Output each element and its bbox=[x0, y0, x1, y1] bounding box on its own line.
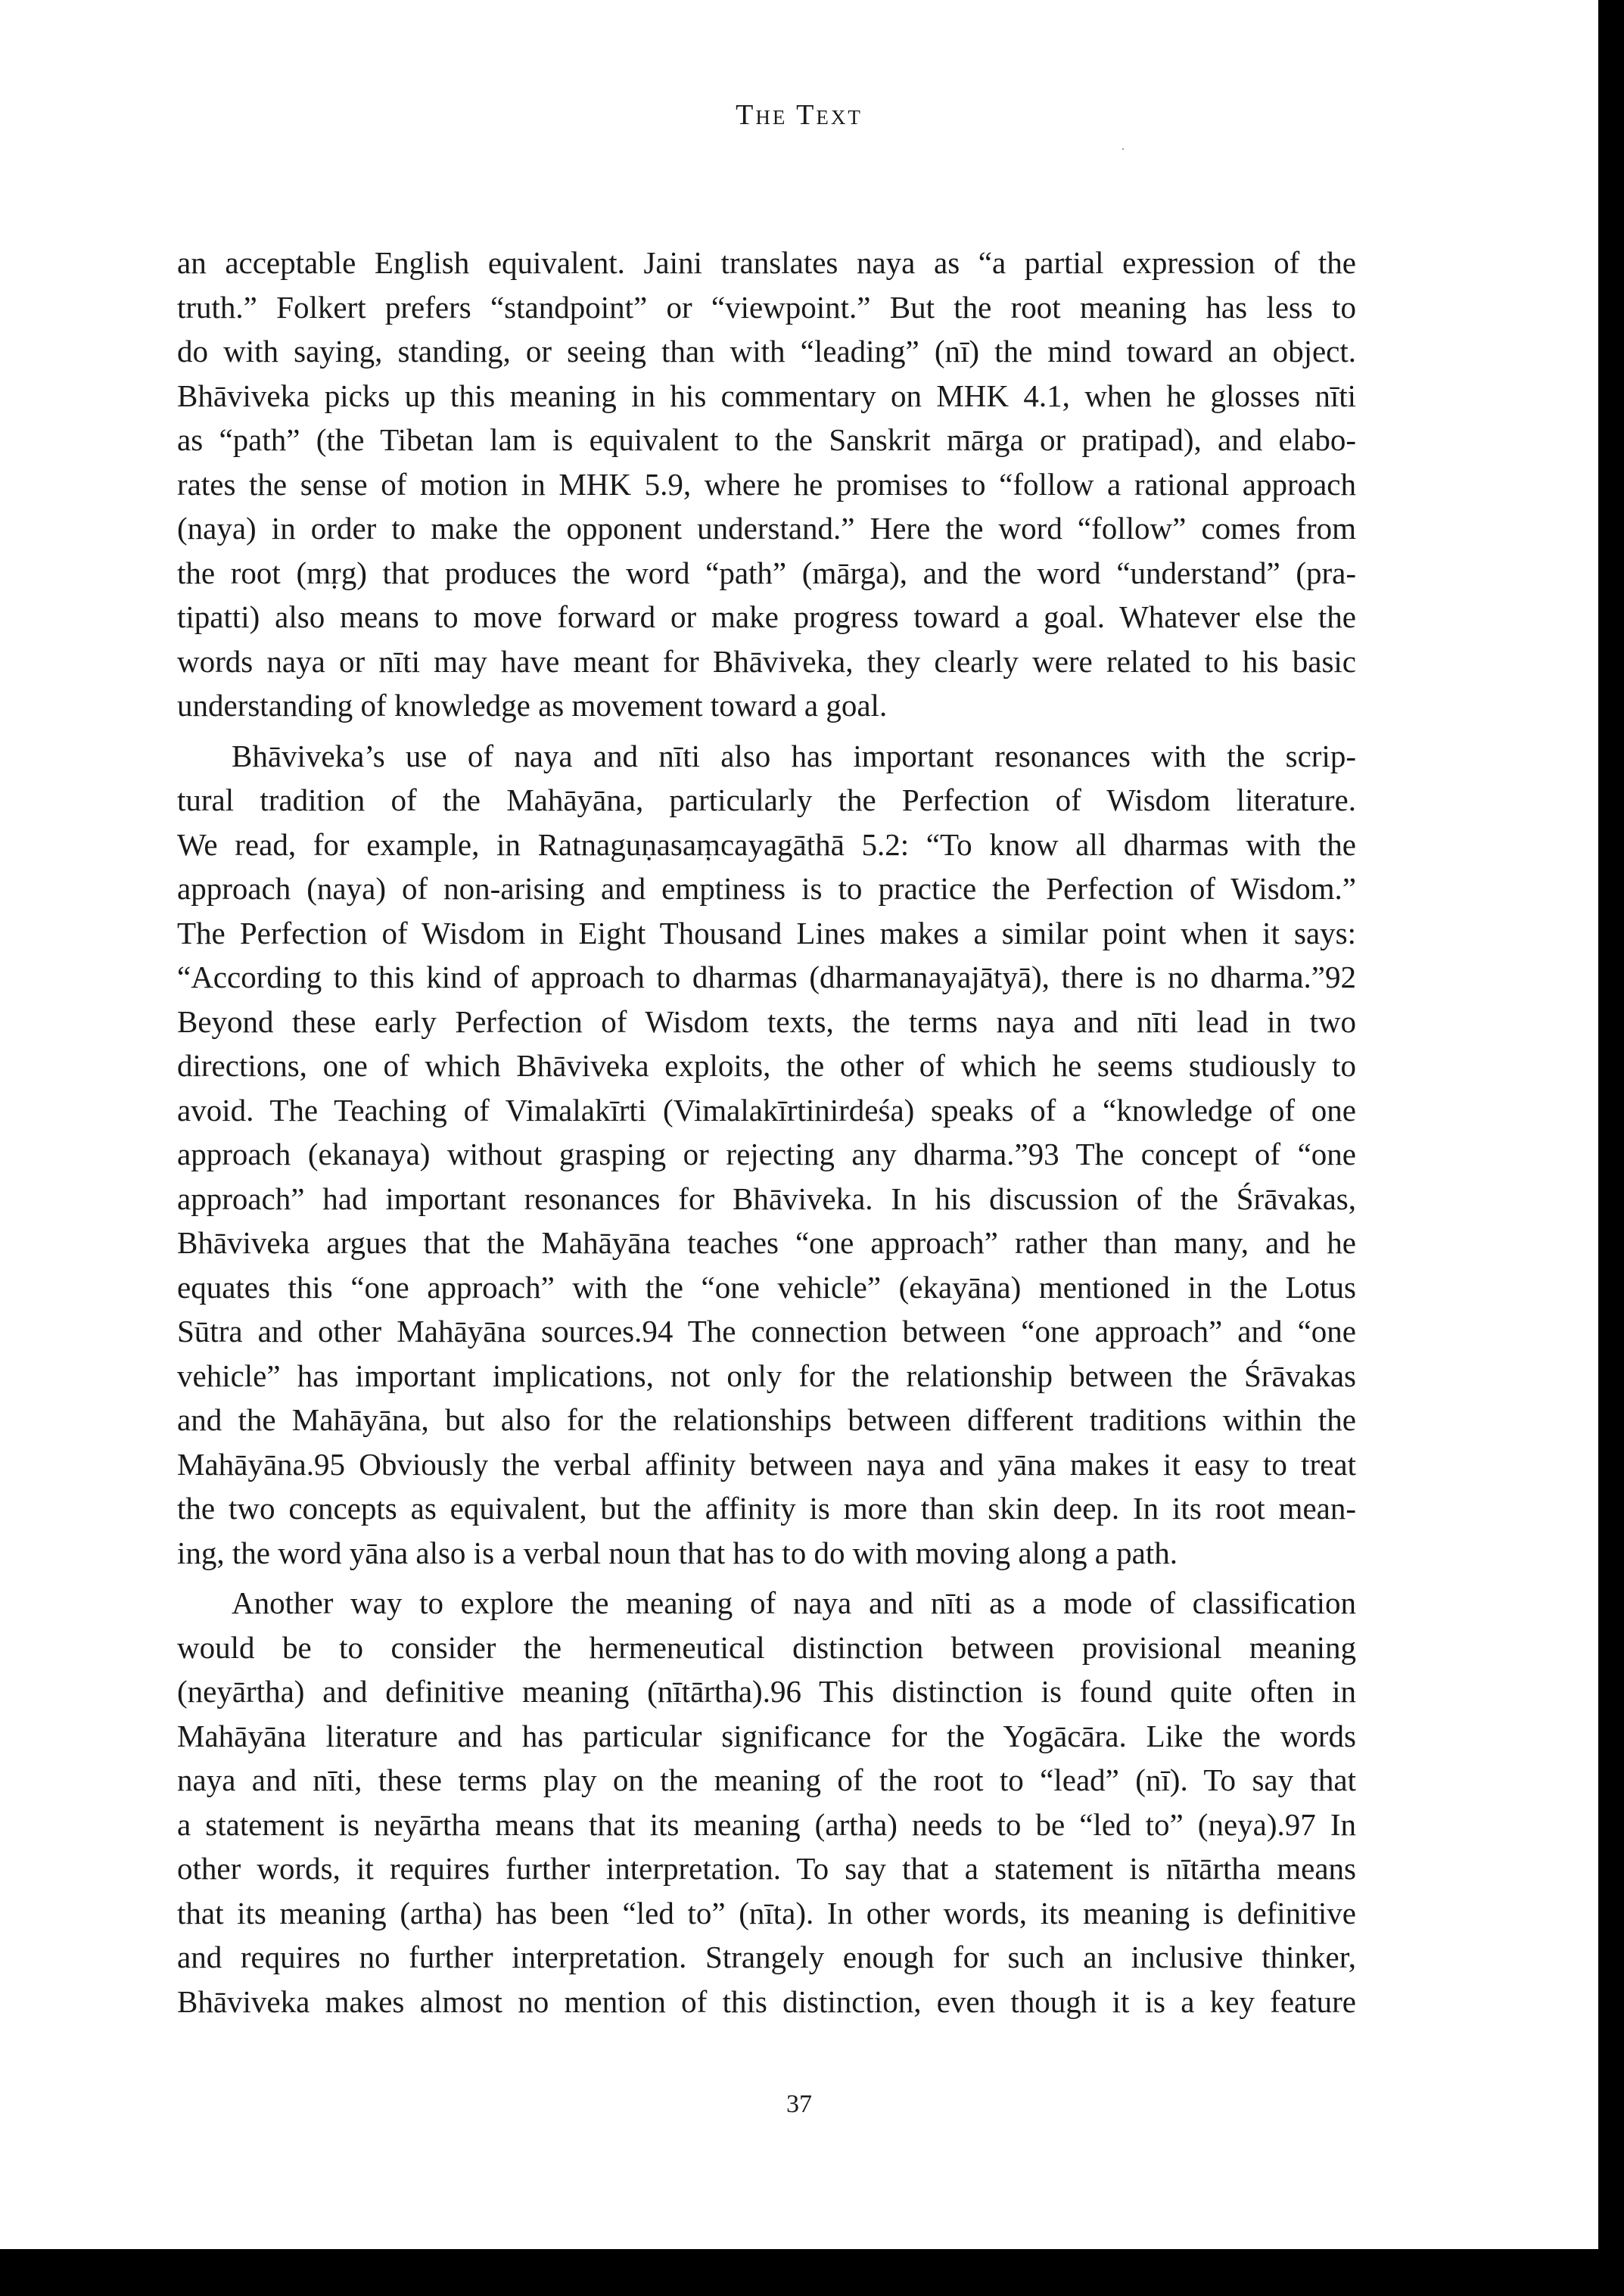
body-text bbox=[177, 241, 1356, 2024]
text-line: that its meaning (artha) has been “led to” (nīta). In other words, its meaning is definitive bbox=[177, 1895, 1356, 1930]
text-line: rates the sense of motion in MHK 5.9, where he promises to “follow a rational approach bbox=[177, 466, 1356, 502]
text-line: naya and nīti, these terms play on the meaning of the root to “lead” (nī). To say that bbox=[177, 1762, 1356, 1797]
text-line: an acceptable English equivalent. Jaini translates naya as “a partial expression of the bbox=[177, 245, 1356, 280]
text-line: directions, one of which Bhāviveka exploits, the other of which he seems studiously to bbox=[177, 1048, 1356, 1083]
text-line: truth.” Folkert prefers “standpoint” or “viewpoint.” But the root meaning has less to bbox=[177, 289, 1356, 325]
text-line: “According to this kind of approach to dharmas (dharmanayajātyā), there is no dharma.”92 bbox=[177, 960, 1356, 994]
running-head: The Text bbox=[736, 99, 863, 131]
text-line: Mahāyāna.95 Obviously the verbal affinity between naya and yāna makes it easy to treat bbox=[177, 1446, 1356, 1482]
text-line: do with saying, standing, or seeing than with “leading” (nī) the mind toward an object. bbox=[177, 334, 1356, 369]
text-line: approach (ekanaya) without grasping or rejecting any dharma.”93 The concept of “one bbox=[177, 1137, 1356, 1171]
text-line: the root (mṛg) that produces the word “path” (mārga), and the word “understand” (pra- bbox=[177, 555, 1356, 590]
text-line: ing, the word yāna also is a verbal noun that has to do with moving along a path. bbox=[177, 1535, 1178, 1570]
text-line: (neyārtha) and definitive meaning (nītārtha).96 This distinction is found quite often in bbox=[177, 1674, 1356, 1709]
text-line: We read, for example, in Ratnaguṇasaṃcayagāthā 5.2: “To know all dharmas with the bbox=[177, 826, 1356, 862]
text-line: other words, it requires further interpretation. To say that a statement is nītārtha means bbox=[177, 1851, 1356, 1886]
text-line: would be to consider the hermeneutical distinction between provisional meaning bbox=[177, 1629, 1356, 1665]
text-line: and requires no further interpretation. Strangely enough for such an inclusive thinker, bbox=[177, 1940, 1356, 1974]
text-line: tural tradition of the Mahāyāna, particularly the Perfection of Wisdom literature. bbox=[177, 782, 1356, 817]
scan-speck bbox=[1122, 148, 1124, 150]
text-line: approach” had important resonances for Bhāviveka. In his discussion of the Śrāvakas, bbox=[177, 1181, 1356, 1216]
text-line: words naya or nīti may have meant for Bhāviveka, they clearly were related to his basic bbox=[177, 643, 1356, 679]
text-line: vehicle” has important implications, not only for the relationship between the Śrāvakas bbox=[177, 1358, 1356, 1393]
text-line: Mahāyāna literature and has particular significance for the Yogācāra. Like the words bbox=[177, 1718, 1356, 1753]
text-line: the two concepts as equivalent, but the affinity is more than skin deep. In its root mean- bbox=[177, 1491, 1356, 1526]
text-line: Bhāviveka makes almost no mention of this distinction, even though it is a key feature bbox=[177, 1983, 1356, 2019]
text-line: approach (naya) of non-arising and emptiness is to practice the Perfection of Wisdom.” bbox=[177, 871, 1356, 906]
text-line: (naya) in order to make the opponent understand.” Here the word “follow” comes from bbox=[177, 511, 1356, 546]
text-line: Bhāviveka picks up this meaning in his commentary on MHK 4.1, when he glosses nīti bbox=[177, 378, 1356, 413]
text-line: equates this “one approach” with the “one vehicle” (ekayāna) mentioned in the Lotus bbox=[177, 1269, 1356, 1305]
text-line: as “path” (the Tibetan lam is equivalent to the Sanskrit mārga or pratipad), and elabo- bbox=[177, 422, 1356, 457]
text-line: a statement is neyārtha means that its meaning (artha) needs to be “led to” (neya).97 In bbox=[177, 1806, 1356, 1842]
text-line: Bhāviveka argues that the Mahāyāna teaches “one approach” rather than many, and he bbox=[177, 1225, 1356, 1260]
text-line: avoid. The Teaching of Vimalakīrti (Vimalakīrtinirdeśa) speaks of a “knowledge of one bbox=[177, 1092, 1356, 1128]
text-line: Beyond these early Perfection of Wisdom texts, the terms naya and nīti lead in two bbox=[177, 1003, 1356, 1039]
text-line: Another way to explore the meaning of naya and nīti as a mode of classification bbox=[232, 1585, 1356, 1620]
text-line: and the Mahāyāna, but also for the relationships between different traditions within the bbox=[177, 1402, 1356, 1437]
page-number: 37 bbox=[786, 2090, 812, 2118]
text-line: The Perfection of Wisdom in Eight Thousand Lines makes a similar point when it says: bbox=[177, 915, 1356, 950]
text-line: Sūtra and other Mahāyāna sources.94 The connection between “one approach” and “one bbox=[177, 1314, 1356, 1349]
text-line: tipatti) also means to move forward or make progress toward a goal. Whatever else the bbox=[177, 599, 1356, 634]
text-line: Bhāviveka’s use of naya and nīti also has important resonances with the scrip- bbox=[232, 738, 1356, 773]
text-line: understanding of knowledge as movement toward a goal. bbox=[177, 688, 888, 723]
